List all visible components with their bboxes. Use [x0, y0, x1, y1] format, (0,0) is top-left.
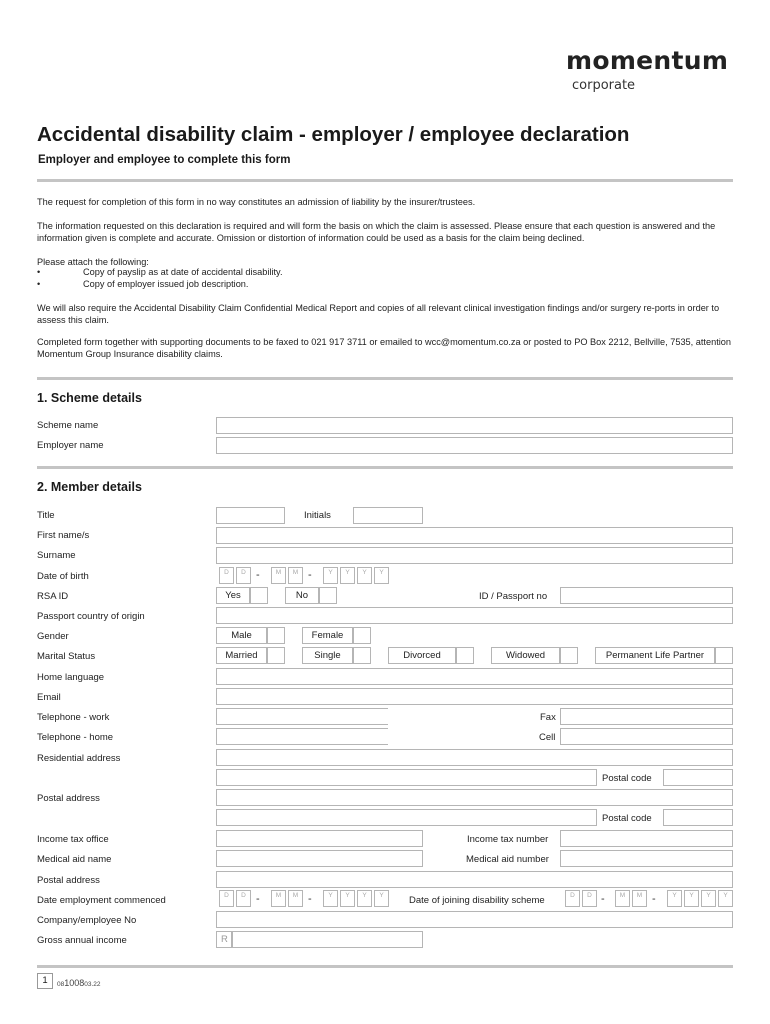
form-code-main: 1008 [64, 978, 85, 988]
intro-paragraph-4: Completed form together with supporting documents to be faxed to 021 917 3711 or emailed to wcc@momentum.co.za or posted to PO Box 2212, Bellville, 7535, attention Momentum Group Insurance disability claims. [37, 337, 732, 359]
label-medical-aid-name: Medical aid name [37, 854, 112, 865]
label-fax: Fax [540, 712, 556, 723]
rsa-id-no-checkbox[interactable] [319, 587, 337, 604]
date-separator: - [601, 893, 605, 905]
marital-partner-label: Permanent Life Partner [595, 647, 715, 664]
residential-postal-code-input[interactable] [663, 769, 733, 786]
income-tax-number-input[interactable] [560, 830, 733, 847]
form-code-suffix: 03.22 [84, 981, 101, 988]
marital-divorced-label: Divorced [388, 647, 456, 664]
label-id-passport: ID / Passport no [479, 591, 548, 602]
postal-postal-code-input[interactable] [663, 809, 733, 826]
employment-month-1[interactable]: M [271, 890, 286, 907]
marital-widowed-label: Widowed [491, 647, 560, 664]
marital-single-checkbox[interactable] [353, 647, 371, 664]
label-passport-country: Passport country of origin [37, 611, 145, 622]
intro-paragraph-1: The request for completion of this form in no way constitutes an admission of liability by the insurer/trustees. [37, 197, 476, 207]
initials-input[interactable] [353, 507, 423, 524]
attach-item-1: Copy of payslip as at date of accidental disability. [83, 267, 283, 277]
dob-year-3[interactable]: Y [357, 567, 372, 584]
marital-married-checkbox[interactable] [267, 647, 285, 664]
date-separator: - [308, 893, 312, 905]
rsa-id-yes-label: Yes [216, 587, 250, 604]
joining-year-1[interactable]: Y [667, 890, 682, 907]
id-passport-input[interactable] [560, 587, 733, 604]
income-tax-office-input[interactable] [216, 830, 423, 847]
postal-address-input-2[interactable] [216, 809, 597, 826]
postal-address-2-input[interactable] [216, 871, 733, 888]
bullet: • [37, 267, 41, 277]
label-home-language: Home language [37, 672, 105, 683]
dob-year-4[interactable]: Y [374, 567, 389, 584]
page-number: 1 [37, 973, 53, 989]
form-code [57, 978, 101, 988]
joining-month-1[interactable]: M [615, 890, 630, 907]
label-date-employment: Date employment commenced [37, 895, 166, 906]
employment-day-2[interactable]: D [236, 890, 251, 907]
page-title: Accidental disability claim - employer / employee declaration [37, 123, 630, 146]
dob-month-2[interactable]: M [288, 567, 303, 584]
label-company-employee-no: Company/employee No [37, 915, 137, 926]
label-tel-work: Telephone - work [37, 712, 110, 723]
passport-country-input[interactable] [216, 607, 733, 624]
date-separator: - [652, 893, 656, 905]
gender-female-checkbox[interactable] [353, 627, 371, 644]
marital-divorced-checkbox[interactable] [456, 647, 474, 664]
medical-aid-name-input[interactable] [216, 850, 423, 867]
brand-sub: corporate [572, 78, 636, 93]
attach-item-2: Copy of employer issued job description. [83, 279, 249, 289]
label-dob: Date of birth [37, 571, 89, 582]
label-employer-name: Employer name [37, 440, 104, 451]
marital-single-label: Single [302, 647, 353, 664]
label-rsa-id: RSA ID [37, 591, 69, 602]
divider [37, 377, 733, 380]
brand-logo: momentum [566, 46, 729, 75]
employment-month-2[interactable]: M [288, 890, 303, 907]
residential-address-input-2[interactable] [216, 769, 597, 786]
employer-name-input[interactable] [216, 437, 733, 454]
label-postal-postal-code: Postal code [602, 813, 652, 824]
home-language-input[interactable] [216, 668, 733, 685]
cell-input[interactable] [560, 728, 733, 745]
label-initials: Initials [304, 510, 331, 521]
dob-day-1[interactable]: D [219, 567, 234, 584]
first-names-input[interactable] [216, 527, 733, 544]
page-subtitle: Employer and employee to complete this form [38, 154, 291, 166]
rsa-id-yes-checkbox[interactable] [250, 587, 268, 604]
joining-day-1[interactable]: D [565, 890, 580, 907]
residential-address-input-1[interactable] [216, 749, 733, 766]
label-surname: Surname [37, 550, 76, 561]
label-residential-postal-code: Postal code [602, 773, 652, 784]
marital-married-label: Married [216, 647, 267, 664]
gender-male-checkbox[interactable] [267, 627, 285, 644]
dob-month-1[interactable]: M [271, 567, 286, 584]
label-postal-address-2: Postal address [37, 875, 100, 886]
label-date-joining: Date of joining disability scheme [409, 895, 545, 906]
section-heading-scheme: 1. Scheme details [37, 391, 142, 405]
bullet: • [37, 279, 41, 289]
gender-female-label: Female [302, 627, 353, 644]
label-tel-home: Telephone - home [37, 732, 114, 743]
label-first-names: First name/s [37, 530, 90, 541]
label-postal-address: Postal address [37, 793, 100, 804]
divider [37, 466, 733, 469]
label-income-tax-office: Income tax office [37, 834, 109, 845]
employment-day-1[interactable]: D [219, 890, 234, 907]
fax-input[interactable] [560, 708, 733, 725]
label-gender: Gender [37, 631, 69, 642]
dob-year-1[interactable]: Y [323, 567, 338, 584]
employment-year-4[interactable]: Y [374, 890, 389, 907]
joining-year-2[interactable]: Y [684, 890, 699, 907]
title-input[interactable] [216, 507, 285, 524]
rsa-id-no-label: No [285, 587, 319, 604]
label-residential-address: Residential address [37, 753, 121, 764]
form-code-prefix: 08 [57, 981, 65, 988]
scheme-name-input[interactable] [216, 417, 733, 434]
joining-day-2[interactable]: D [582, 890, 597, 907]
label-cell: Cell [539, 732, 556, 743]
label-email: Email [37, 692, 61, 703]
label-income-tax-number: Income tax number [467, 834, 549, 845]
dob-day-2[interactable]: D [236, 567, 251, 584]
divider [37, 179, 733, 182]
joining-month-2[interactable]: M [632, 890, 647, 907]
postal-address-input-1[interactable] [216, 789, 733, 806]
currency-prefix: R [216, 931, 232, 948]
label-scheme-name: Scheme name [37, 420, 99, 431]
divider [37, 965, 733, 968]
employment-year-2[interactable]: Y [340, 890, 355, 907]
employment-year-1[interactable]: Y [323, 890, 338, 907]
joining-year-3[interactable]: Y [701, 890, 716, 907]
company-employee-no-input[interactable] [216, 911, 733, 928]
joining-year-4[interactable]: Y [718, 890, 733, 907]
label-marital-status: Marital Status [37, 651, 96, 662]
medical-aid-number-input[interactable] [560, 850, 733, 867]
label-medical-aid-number: Medical aid number [466, 854, 549, 865]
surname-input[interactable] [216, 547, 733, 564]
date-separator: - [308, 569, 312, 581]
marital-partner-checkbox[interactable] [715, 647, 733, 664]
employment-year-3[interactable]: Y [357, 890, 372, 907]
tel-home-input[interactable] [216, 728, 388, 745]
label-title: Title [37, 510, 55, 521]
dob-year-2[interactable]: Y [340, 567, 355, 584]
intro-paragraph-2: The information requested on this declaration is required and will form the basis on which the claim is assessed. Please ensure that each question is answered and the information given is complete and accurate. Omission or distortion of information could be used as a basis for the claim being declined. [37, 221, 716, 243]
marital-widowed-checkbox[interactable] [560, 647, 578, 664]
section-heading-member: 2. Member details [37, 480, 142, 494]
label-gross-income: Gross annual income [37, 935, 127, 946]
attach-heading: Please attach the following: [37, 257, 149, 267]
gross-income-input[interactable] [232, 931, 423, 948]
intro-paragraph-3: We will also require the Accidental Disability Claim Confidential Medical Report and copies of all relevant clinical investigation findings and/or surgery re-ports in order to assess this claim. [37, 303, 720, 325]
email-input[interactable] [216, 688, 733, 705]
tel-work-input[interactable] [216, 708, 388, 725]
date-separator: - [256, 569, 260, 581]
gender-male-label: Male [216, 627, 267, 644]
date-separator: - [256, 893, 260, 905]
